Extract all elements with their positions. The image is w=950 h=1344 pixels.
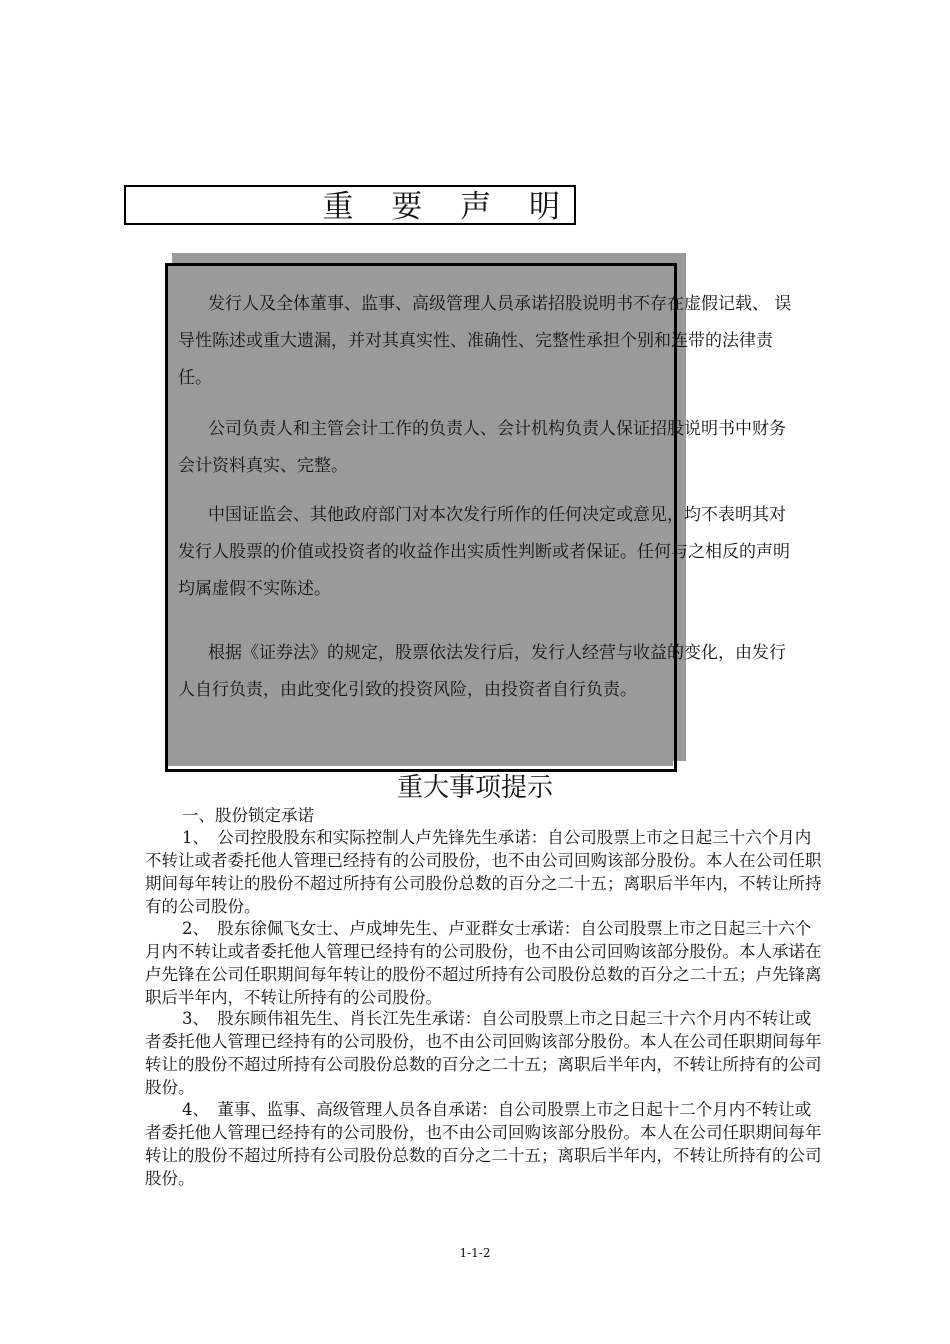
commitment-item-1: 1、 公司控股股东和实际控制人卢先锋先生承诺：自公司股票上市之日起三十六个月内不转让或者委托他人管理已经持有的公司股份，也不由公司回购该部分股份。本人在公司任职期间每年转让的股份不超过所持有公司股份总数的百分之二十五；离职后半年内，不转让所持有的公司股份。 (145, 828, 822, 916)
commitment-item-3: 3、 股东顾伟祖先生、肖长江先生承诺：自公司股票上市之日起三十六个月内不转让或者委托他人管理已经持有的公司股份，也不由公司回购该部分股份。本人在公司任职期间每年转让的股份不超过所持有公司股份总数的百分之二十五；离职后半年内，不转让所持有的公司股份。 (145, 1009, 822, 1097)
declaration-paragraph-2: 公司负责人和主管会计工作的负责人、会计机构负责人保证招股说明书中财务会计资料真实、完整。 (178, 419, 786, 476)
commitment-item-2: 2、 股东徐佩飞女士、卢成坤先生、卢亚群女士承诺：自公司股票上市之日起三十六个月内不转让或者委托他人管理已经持有的公司股份，也不由公司回购该部分股份。本人承诺在卢先锋在公司任职期间每年转让的股份不超过所持有公司股份总数的百分之二十五；卢先锋离职后半年内，不转让所持有的公司股份。 (145, 919, 822, 1007)
page-number: 1-1-2 (459, 1246, 491, 1260)
section-title: 一、股份锁定承诺 (182, 806, 314, 825)
notice-title: 重大事项提示 (396, 773, 553, 803)
commitment-item-4: 4、 董事、监事、高级管理人员各自承诺：自公司股票上市之日起十二个月内不转让或者委托他人管理已经持有的公司股份，也不由公司回购该部分股份。本人在公司任职期间每年转让的股份不超过所持有公司股份总数的百分之二十五；离职后半年内，不转让所持有的公司股份。 (145, 1100, 822, 1188)
declaration-paragraph-4: 根据《证券法》的规定，股票依法发行后，发行人经营与收益的变化，由发行人自行负责，由此变化引致的投资风险，由投资者自行负责。 (178, 643, 786, 700)
declaration-title: 重 要 声 明 (322, 189, 574, 225)
declaration-paragraph-1: 发行人及全体董事、监事、高级管理人员承诺招股说明书不存在虚假记载、 误导性陈述或重大遗漏，并对其真实性、准确性、完整性承担个别和连带的法律责任。 (178, 294, 792, 388)
declaration-title-box (124, 185, 576, 225)
declaration-paragraph-3: 中国证监会、其他政府部门对本次发行所作的任何决定或意见，均不表明其对发行人股票的价值或投资者的收益作出实质性判断或者保证。任何与之相反的声明均属虚假不实陈述。 (178, 505, 790, 599)
